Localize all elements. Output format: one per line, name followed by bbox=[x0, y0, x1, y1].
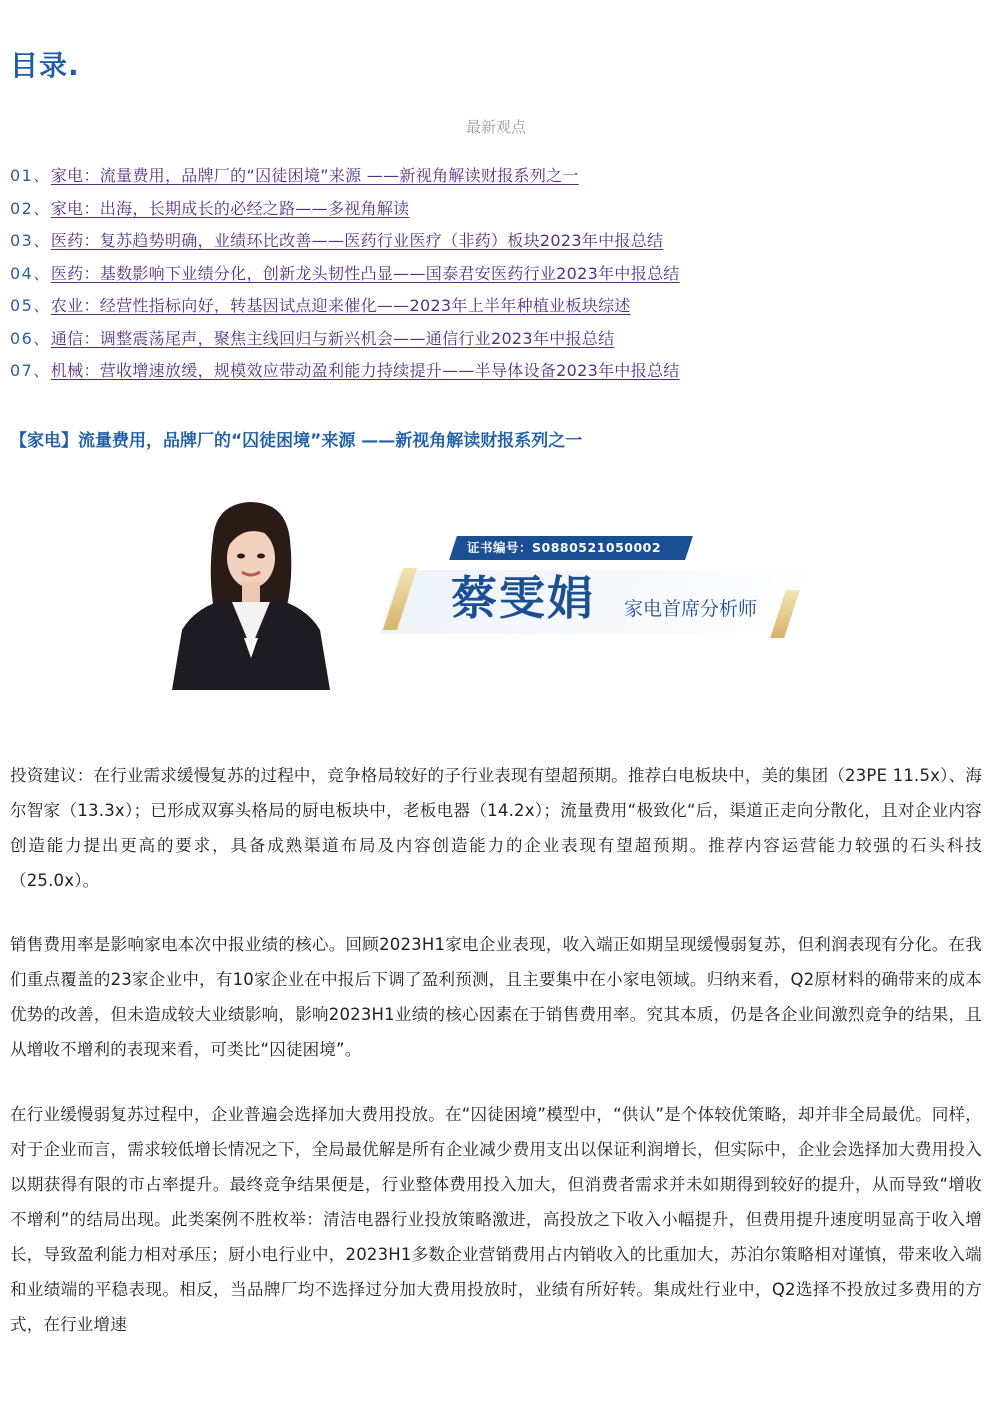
toc-link-04[interactable] bbox=[10, 262, 970, 295]
toc-number: 03、 bbox=[10, 231, 51, 250]
toc-number: 07、 bbox=[10, 361, 51, 380]
toc-link-text: 医药：基数影响下业绩分化，创新龙头韧性凸显——国泰君安医药行业2023年中报总结 bbox=[50, 263, 680, 283]
paragraph-text: 投资建议：在行业需求缓慢复苏的过程中，竞争格局较好的子行业表现有望超预期。推荐白电板块中，美的集团（23PE 11.5x）、海尔智家（13.3x）；已形成双寡头格局的厨电板块中，老板电器（14.2x）；流量费用“极致化“后，渠道正走向分散化，且对企业内容创造能力提出更高的要求，具备成熟渠道布局及内容创造能力的企业表现有望超预期。推荐内容运营能力较强的石头科技（25.0x）。 bbox=[10, 766, 982, 890]
toc-link-03[interactable] bbox=[10, 229, 970, 262]
toc-link-text: 农业：经营性指标向好，转基因试点迎来催化——2023年上半年种植业板块综述 bbox=[50, 296, 631, 315]
article-paragraph bbox=[10, 927, 982, 1067]
toc-link-text: 家电：流量费用，品牌厂的“囚徒困境”来源 ——新视角解读财报系列之一 bbox=[50, 166, 579, 185]
toc-link-02[interactable] bbox=[10, 197, 970, 230]
toc-link-05[interactable] bbox=[10, 294, 970, 327]
page-title: 目录. bbox=[10, 49, 80, 82]
toc-number: 05、 bbox=[10, 296, 51, 315]
section-heading: 【家电】流量费用，品牌厂的“囚徒困境”来源 ——新视角解读财报系列之一 bbox=[10, 431, 583, 451]
paragraph-text: 销售费用率是影响家电本次中报业绩的核心。回顾2023H1家电企业表现，收入端正如期呈现缓慢弱复苏，但利润表现有分化。在我们重点覆盖的23家企业中，有10家企业在中报后下调了盈利预测，且主要集中在小家电领域。归纳来看，Q2原材料的确带来的成本优势的改善，但未造成较大业绩影响，影响2023H1业绩的核心因素在于销售费用率。究其本质，仍是各企业间激烈竞争的结果，且从增收不增利的表现来看，可类比“囚徒困境”。 bbox=[10, 935, 982, 1059]
analyst-name: 蔡雯娟 bbox=[451, 571, 595, 625]
paragraph-text: 在行业缓慢弱复苏过程中，企业普遍会选择加大费用投放。在“囚徒困境”模型中，“供认”是个体较优策略，却并非全局最优。同样，对于企业而言，需求较低增长情况之下，全局最优解是所有企业减少费用支出以保证利润增长，但实际中，企业会选择加大费用投入以期获得有限的市占率提升。最终竞争结果便是，行业整体费用投入加大，但消费者需求并未如期得到较好的提升，从而导致“增收不增利”的结局出现。此类案例不胜枚举：清洁电器行业投放策略激进，高投放之下收入小幅提升，但费用提升速度明显高于收入增长，导致盈利能力相对承压；厨小电行业中，2023H1多数企业营销费用占内销收入的比重加大，苏泊尔策略相对谨慎，带来收入端和业绩端的平稳表现。相反，当品牌厂均不选择过分加大费用投放时，业绩有所好转。集成灶行业中，Q2选择不投放过多费用的方式，在行业增速 bbox=[10, 1105, 982, 1334]
section-subtitle: 最新观点 bbox=[465, 118, 526, 136]
toc-link-text: 通信：调整震荡尾声，聚焦主线回归与新兴机会——通信行业2023年中报总结 bbox=[50, 328, 615, 348]
toc-link-text: 家电：出海，长期成长的必经之路——多视角解读 bbox=[50, 198, 410, 218]
analyst-card bbox=[168, 498, 828, 690]
toc-number: 01、 bbox=[10, 166, 51, 185]
toc-link-01[interactable] bbox=[10, 164, 970, 197]
analyst-role: 家电首席分析师 bbox=[624, 598, 758, 620]
toc-list bbox=[10, 164, 970, 392]
toc-link-06[interactable] bbox=[10, 327, 970, 360]
toc-link-text: 机械：营收增速放缓，规模效应带动盈利能力持续提升——半导体设备2023年中报总结 bbox=[50, 361, 680, 380]
toc-link-text: 医药：复苏趋势明确，业绩环比改善——医药行业医疗（非药）板块2023年中报总结 bbox=[50, 231, 664, 250]
analyst-portrait-image bbox=[168, 498, 334, 690]
article-paragraph bbox=[10, 1097, 982, 1342]
article-paragraph bbox=[10, 758, 982, 898]
toc-number: 06、 bbox=[10, 328, 51, 348]
certificate-badge bbox=[449, 536, 693, 560]
toc-number: 02、 bbox=[10, 198, 51, 218]
certificate-number: 证书编号：S0880521050002 bbox=[467, 540, 662, 555]
toc-number: 04、 bbox=[10, 263, 51, 283]
analyst-photo bbox=[168, 498, 334, 690]
toc-link-07[interactable] bbox=[10, 359, 970, 392]
